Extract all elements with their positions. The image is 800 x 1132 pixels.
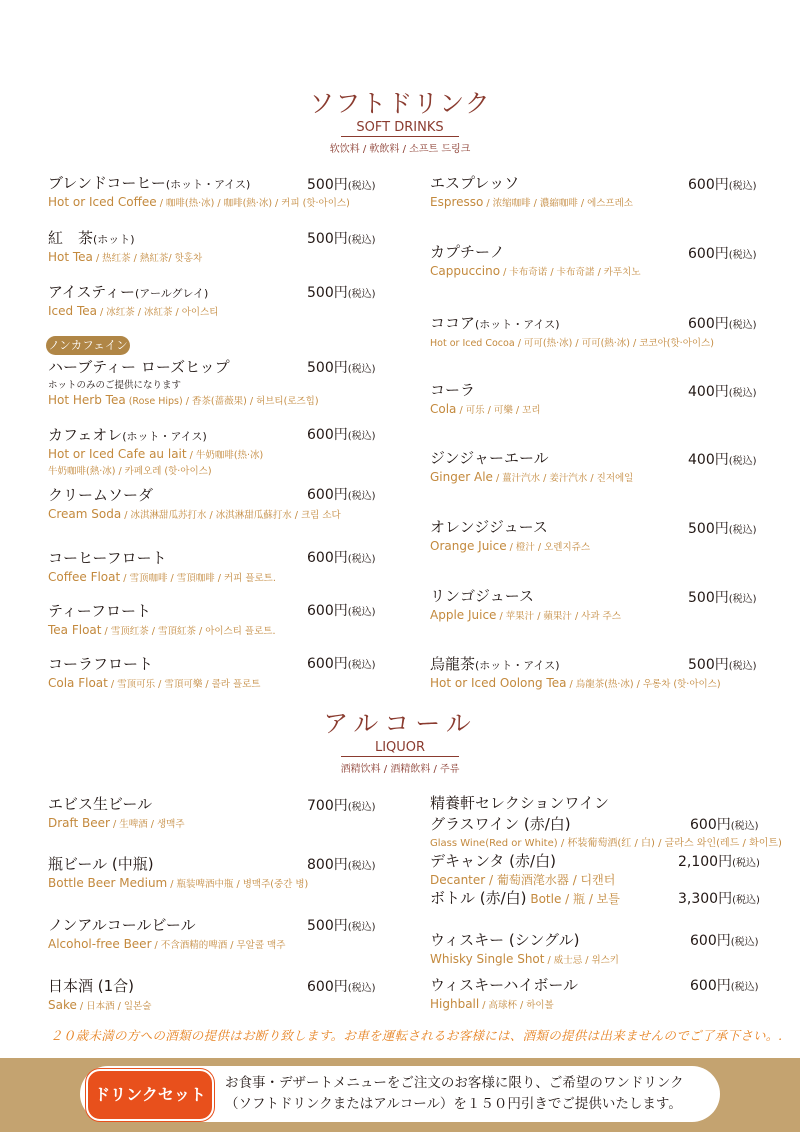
item-desc-en: Hot or Iced Cocoa (430, 338, 515, 349)
item-desc-other: / 薑汁汽水 / 姜汁汽水 / 진저에일 (492, 473, 634, 484)
item-desc-other: / 卡布奇诺 / 卡布奇諾 / 카푸치노 (500, 267, 641, 278)
menu-item-cocoa (430, 312, 714, 349)
item-desc-en: Cappuccino (430, 264, 501, 278)
item-name: 紅 茶 (48, 229, 94, 247)
price (690, 975, 759, 995)
tax-label: (税込) (728, 388, 757, 399)
menu-item-alcohol-free-beer (48, 914, 285, 951)
tax-label: (税込) (347, 235, 376, 246)
alcohol-notice: ２０歳未満の方への酒類の提供はお断り致します。お車を運転されるお客様には、酒類の提供は出来ませんのでご了承下さい。. (50, 1028, 783, 1043)
tax-label: (税込) (728, 181, 757, 192)
price-value: 600円 (690, 933, 731, 949)
wine-header: 精養軒セレクションワイン (430, 794, 609, 812)
menu-item-orange-juice (430, 516, 590, 553)
menu-item-iced-tea (48, 281, 218, 318)
menu-item-cappuccino (430, 241, 641, 278)
price (307, 795, 376, 815)
item-desc-other: / 橙汁 / 오렌지쥬스 (506, 542, 590, 553)
menu-item-sake (48, 975, 151, 1012)
item-desc-other: / 牛奶咖啡(热·冰) (186, 450, 264, 461)
tax-label: (税込) (728, 250, 757, 261)
item-desc-other: / 雪顶可乐 / 雪頂可樂 / 콜라 플로트 (107, 679, 261, 690)
item-name: 瓶ビール (中瓶) (48, 855, 154, 873)
item-desc: Botle / 瓶 / 보틀 (526, 892, 620, 906)
price (678, 851, 760, 871)
soft-drinks-title-jp: ソフトドリンク (309, 89, 491, 118)
price (307, 854, 376, 874)
price-value: 2,100円 (678, 854, 733, 870)
item-desc-other: / 日本酒 / 일본술 (76, 1001, 152, 1012)
tax-label: (税込) (347, 181, 376, 192)
price-value: 500円 (307, 360, 348, 376)
price-value: 400円 (688, 452, 729, 468)
price-value: 700円 (307, 798, 348, 814)
price-value: 500円 (307, 285, 348, 301)
soft-drinks-heading (0, 84, 800, 155)
tax-label: (税込) (347, 431, 376, 442)
menu-item-bottle-beer (48, 853, 308, 890)
price-value: 500円 (688, 590, 729, 606)
item-name: エビス生ビール (48, 795, 153, 813)
tax-label: (税込) (732, 858, 760, 869)
menu-item-decanter (430, 850, 615, 888)
menu-item-tea-float (48, 600, 275, 637)
price-value: 600円 (307, 550, 348, 566)
item-desc-other: / 生啤酒 / 생맥주 (110, 819, 185, 830)
item-name: グラスワイン (赤/白) (430, 815, 571, 833)
price-value: 600円 (688, 177, 729, 193)
price (688, 518, 757, 538)
item-name: デキャンタ (赤/白) (430, 852, 556, 870)
price (688, 313, 757, 333)
item-desc-en: Apple Juice (430, 608, 497, 622)
item-desc-other: / 苹果汁 / 蘋果汁 / 사과 주스 (496, 611, 621, 622)
price (307, 915, 376, 935)
menu-item-oolong-tea (430, 653, 721, 690)
price (678, 888, 760, 908)
item-name: ウィスキー (シングル) (430, 931, 580, 949)
item-desc-other: / 烏龍茶(热·冰) / 우롱차 (핫·아이스) (566, 679, 721, 690)
item-name: ウィスキーハイボール (430, 976, 579, 994)
tax-label: (税込) (347, 802, 376, 813)
item-name: エスプレッソ (430, 174, 520, 192)
item-desc-other: / 雪顶咖啡 / 雪頂咖啡 / 커피 플로트. (120, 573, 276, 584)
menu-item-herb-tea (48, 356, 319, 407)
menu-item-coffee-float (48, 547, 276, 584)
price-value: 500円 (307, 231, 348, 247)
item-desc-en: Cream Soda (48, 507, 122, 521)
item-name: カプチーノ (430, 243, 505, 261)
price-value: 3,300円 (678, 891, 733, 907)
price-value: 400円 (688, 384, 729, 400)
tax-label: (税込) (728, 320, 757, 331)
item-desc-other: / 可乐 / 可樂 / 꼬리 (456, 405, 541, 416)
item-note: (ホット) (93, 233, 135, 246)
tax-label: (税込) (732, 895, 760, 906)
item-desc-other: / 不含酒精的啤酒 / 무알콜 맥주 (151, 940, 286, 951)
price-value: 600円 (307, 427, 348, 443)
item-desc-other: / 瓶装啤酒中瓶 / 병맥주(중간 병) (167, 879, 309, 890)
item-name: ジンジャーエール (430, 449, 549, 467)
price-value: 600円 (688, 316, 729, 332)
tax-label: (税込) (728, 456, 757, 467)
tax-label: (税込) (347, 983, 376, 994)
item-name: アイスティー (48, 283, 136, 301)
item-name: ブレンドコーヒー (48, 174, 166, 192)
tax-label: (税込) (730, 982, 759, 993)
item-sub-note: ホットのみのご提供になります (48, 380, 182, 391)
price (688, 449, 757, 469)
item-name: オレンジジュース (430, 518, 548, 536)
tax-label: (税込) (728, 661, 757, 672)
price (688, 381, 757, 401)
price-value: 600円 (307, 979, 348, 995)
item-desc-en: Sake (48, 998, 77, 1012)
item-desc-other: / 雪顶红茶 / 雪頂紅茶 / 아이스티 플로트. (101, 626, 276, 637)
item-desc-en: Draft Beer (48, 816, 110, 830)
tax-label: (税込) (347, 289, 376, 300)
non-caffeine-badge: ノンカフェイン (46, 336, 130, 355)
soft-drinks-subtitle: 软饮料 / 軟飲料 / 소프트 드링크 (329, 144, 471, 155)
item-desc-en: Tea Float (48, 623, 102, 637)
item-desc-en: Hot or Iced Oolong Tea (430, 676, 567, 690)
tax-label: (税込) (728, 525, 757, 536)
liquor-subtitle: 酒精饮料 / 酒精飲料 / 주류 (340, 764, 460, 775)
item-name: ノンアルコールビール (48, 916, 196, 934)
item-name: コーラ (430, 381, 476, 399)
item-name: ボトル (赤/白) (430, 889, 527, 907)
drink-set-line2: （ソフトドリンクまたはアルコール）を１５０円引きでご提供いたします。 (225, 1096, 682, 1112)
price-value: 500円 (688, 521, 729, 537)
price-value: 500円 (307, 177, 348, 193)
item-desc-small: (Rose Hips) (125, 396, 183, 407)
tax-label: (税込) (347, 861, 376, 872)
item-desc-other: / 咖啡(热·冰) / 咖啡(熱·冰) / 커피 (핫·아이스) (156, 198, 350, 209)
liquor-title-en: LIQUOR (374, 740, 426, 755)
item-desc-en: Cola Float (48, 676, 108, 690)
price (690, 814, 759, 834)
price-value: 500円 (307, 918, 348, 934)
item-note: (アールグレイ) (135, 287, 209, 300)
item-desc-en: Hot Herb Tea (48, 393, 126, 407)
drink-set-description (225, 1073, 684, 1115)
price (307, 424, 376, 444)
item-desc-en: Coffee Float (48, 570, 121, 584)
menu-item-blend-coffee (48, 172, 350, 209)
price (307, 282, 376, 302)
menu-item-cafe-au-lait (48, 424, 263, 477)
price (307, 228, 376, 248)
price-value: 500円 (688, 657, 729, 673)
menu-item-cream-soda (48, 484, 341, 521)
item-desc-en: Highball (430, 997, 480, 1011)
menu-item-hot-tea (48, 227, 202, 264)
price (307, 653, 376, 673)
price-value: 600円 (307, 487, 348, 503)
tax-label: (税込) (347, 922, 376, 933)
price (307, 600, 376, 620)
item-name: コーラフロート (48, 655, 154, 673)
price (688, 174, 757, 194)
item-name: 日本酒 (1合) (48, 977, 135, 995)
item-desc-other: / 高球杯 / 하이볼 (479, 1000, 554, 1011)
price (307, 484, 376, 504)
item-desc-en: Hot or Iced Cafe au lait (48, 447, 187, 461)
item-name: ココア (430, 314, 476, 332)
price (307, 547, 376, 567)
item-desc-en: Orange Juice (430, 539, 507, 553)
liquor-title-jp: アルコール (323, 709, 477, 738)
menu-item-whisky (430, 929, 619, 966)
item-note: (ホット・アイス) (475, 659, 560, 672)
price-value: 600円 (307, 656, 348, 672)
drink-set-line1: お食事・デザートメニューをご注文のお客様に限り、ご希望のワンドリンク (225, 1075, 684, 1091)
soft-drinks-title-en: SOFT DRINKS (356, 120, 444, 135)
tax-label: (税込) (347, 554, 376, 565)
item-note: (ホット・アイス) (122, 430, 207, 443)
item-note: (ホット・アイス) (475, 318, 560, 331)
item-desc-other: / 可可(热·冰) / 可可(熱·冰) / 코코아(핫·아이스) (514, 338, 714, 349)
price-value: 600円 (307, 603, 348, 619)
price-value: 600円 (690, 978, 731, 994)
item-desc-en: Bottle Beer Medium (48, 876, 168, 890)
item-name: コーヒーフロート (48, 549, 167, 567)
price (307, 174, 376, 194)
item-desc-en: Cola (430, 402, 457, 416)
item-name: カフェオレ (48, 426, 123, 444)
price-value: 600円 (688, 246, 729, 262)
item-name: ティーフロート (48, 602, 152, 620)
price-value: 600円 (690, 817, 731, 833)
item-desc-other: / 冰红茶 / 冰紅茶 / 아이스티 (96, 307, 219, 318)
tax-label: (税込) (347, 660, 376, 671)
tax-label: (税込) (730, 937, 759, 948)
price (307, 357, 376, 377)
item-name: ハーブティー ローズヒップ (48, 358, 230, 376)
tax-label: (税込) (730, 821, 759, 832)
item-desc-en: Whisky Single Shot (430, 952, 545, 966)
item-desc-en: Iced Tea (48, 304, 97, 318)
tax-label: (税込) (347, 491, 376, 502)
item-desc-en: Espresso (430, 195, 484, 209)
price (690, 930, 759, 950)
menu-item-espresso (430, 172, 633, 209)
item-desc-line2: 牛奶咖啡(熱·冰) / 카페오레 (핫·아이스) (48, 466, 212, 477)
item-desc: Decanter / 葡萄酒滗水器 / 디캔터 (430, 873, 616, 887)
item-desc-en: Alcohol-free Beer (48, 937, 152, 951)
tax-label: (税込) (728, 594, 757, 605)
item-desc-other: / 浓缩咖啡 / 濃縮咖啡 / 에스프레소 (483, 198, 633, 209)
item-desc-other: / 威士忌 / 위스키 (544, 955, 619, 966)
item-desc-other: / 香茶(蔷薇果) / 허브티(로즈힙) (182, 396, 319, 407)
item-name: クリームソーダ (48, 486, 154, 504)
menu-item-cola (430, 379, 541, 416)
menu-item-highball (430, 974, 578, 1011)
heading-rule (341, 756, 459, 757)
menu-item-cola-float (48, 653, 261, 690)
price (688, 243, 757, 263)
price-value: 800円 (307, 857, 348, 873)
liquor-heading (0, 704, 800, 775)
menu-item-ginger-ale (430, 447, 633, 484)
tax-label: (税込) (347, 364, 376, 375)
item-name: リンゴジュース (430, 587, 534, 605)
item-desc-en: Hot or Iced Coffee (48, 195, 157, 209)
price (688, 654, 757, 674)
item-desc: Glass Wine(Red or White) / 杯装葡萄酒(红 / 白) / 글라스 와인(레드 / 화이트) (430, 838, 782, 849)
price (307, 976, 376, 996)
item-note: (ホット・アイス) (165, 178, 251, 191)
heading-rule (341, 136, 459, 137)
item-desc-other: / 冰淇淋甜瓜苏打水 / 冰淇淋甜瓜蘇打水 / 크림 소다 (121, 510, 341, 521)
item-desc-other: / 热红茶 / 熱紅茶/ 핫홍차 (92, 253, 203, 264)
menu-item-draft-beer (48, 793, 185, 830)
item-desc-en: Hot Tea (48, 250, 93, 264)
drink-set-badge: ドリンクセット (86, 1069, 214, 1121)
menu-item-bottle-wine (430, 887, 620, 908)
menu-item-apple-juice (430, 585, 621, 622)
tax-label: (税込) (347, 607, 376, 618)
item-name: 烏龍茶 (430, 655, 476, 673)
price (688, 587, 757, 607)
item-desc-en: Ginger Ale (430, 470, 493, 484)
